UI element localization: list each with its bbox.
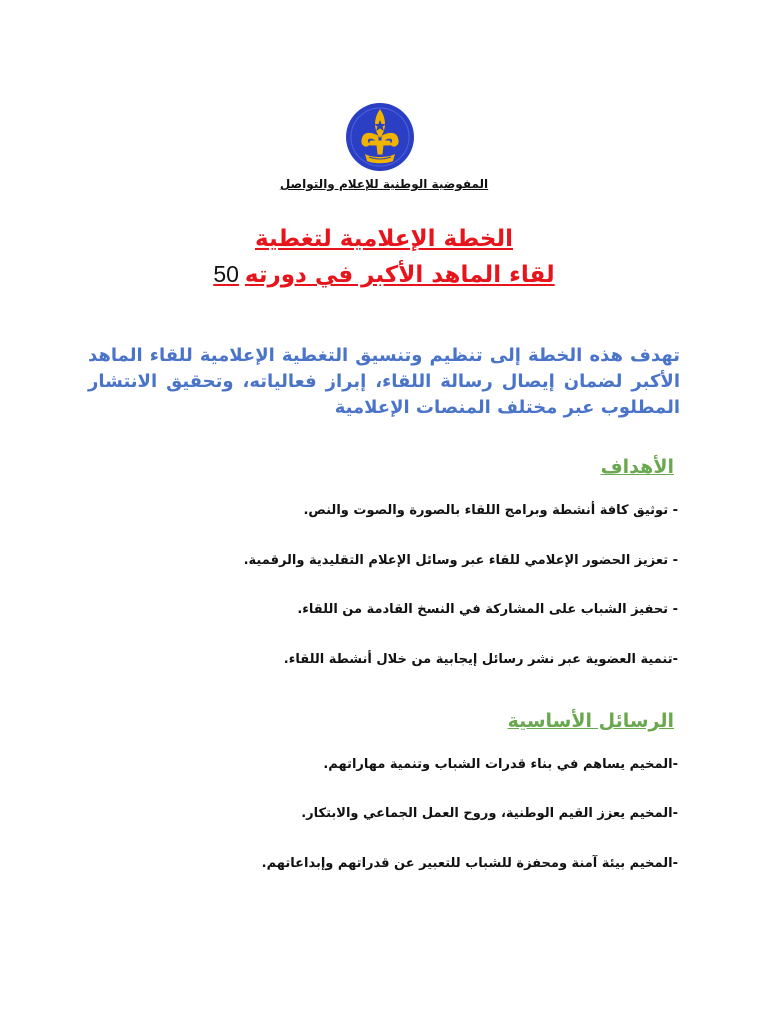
objective-item: -تنمية العضوية عبر نشر رسائل إيجابية من خلال أنشطة اللقاء. bbox=[283, 652, 678, 667]
objective-item: - تحفيز الشباب على المشاركة في النسخ القادمة من اللقاء. bbox=[297, 602, 678, 617]
document-title-line-2 bbox=[0, 261, 768, 288]
organization-name: المفوضية الوطنية للإعلام والتواصل bbox=[279, 177, 489, 191]
intro-paragraph: تهدف هذه الخطة إلى تنظيم وتنسيق التغطية الإعلامية للقاء الماهد الأكبر لضمان إيصال رسالة اللقاء، إبراز فعالياته، وتحقيق الانتشار المطلوب عبر مختلف المنصات الإعلامية bbox=[88, 345, 680, 418]
document-title-line-1 bbox=[0, 226, 768, 252]
scout-emblem-logo bbox=[345, 102, 415, 172]
message-item: -المخيم بيئة آمنة ومحفزة للشباب للتعبير عن قدراتهم وإبداعاتهم. bbox=[261, 856, 678, 871]
objective-item: - توثيق كافة أنشطة وبرامج اللقاء بالصورة والصوت والنص. bbox=[303, 503, 678, 518]
title-text-line-2: لقاء الماهد الأكبر في دورته bbox=[244, 262, 555, 288]
message-item: -المخيم يساهم في بناء قدرات الشباب وتنمية مهاراتهم. bbox=[323, 757, 678, 772]
objective-item: - تعزيز الحضور الإعلامي للقاء عبر وسائل الإعلام التقليدية والرقمية. bbox=[243, 553, 678, 568]
edition-number: 50 bbox=[213, 261, 239, 287]
objectives-heading: الأهداف bbox=[600, 456, 674, 478]
message-item: -المخيم يعزز القيم الوطنية، وروح العمل الجماعي والابتكار. bbox=[301, 806, 678, 821]
key-messages-heading: الرسائل الأساسية bbox=[507, 710, 674, 732]
title-text-line-1: الخطة الإعلامية لتغطية bbox=[255, 226, 513, 252]
